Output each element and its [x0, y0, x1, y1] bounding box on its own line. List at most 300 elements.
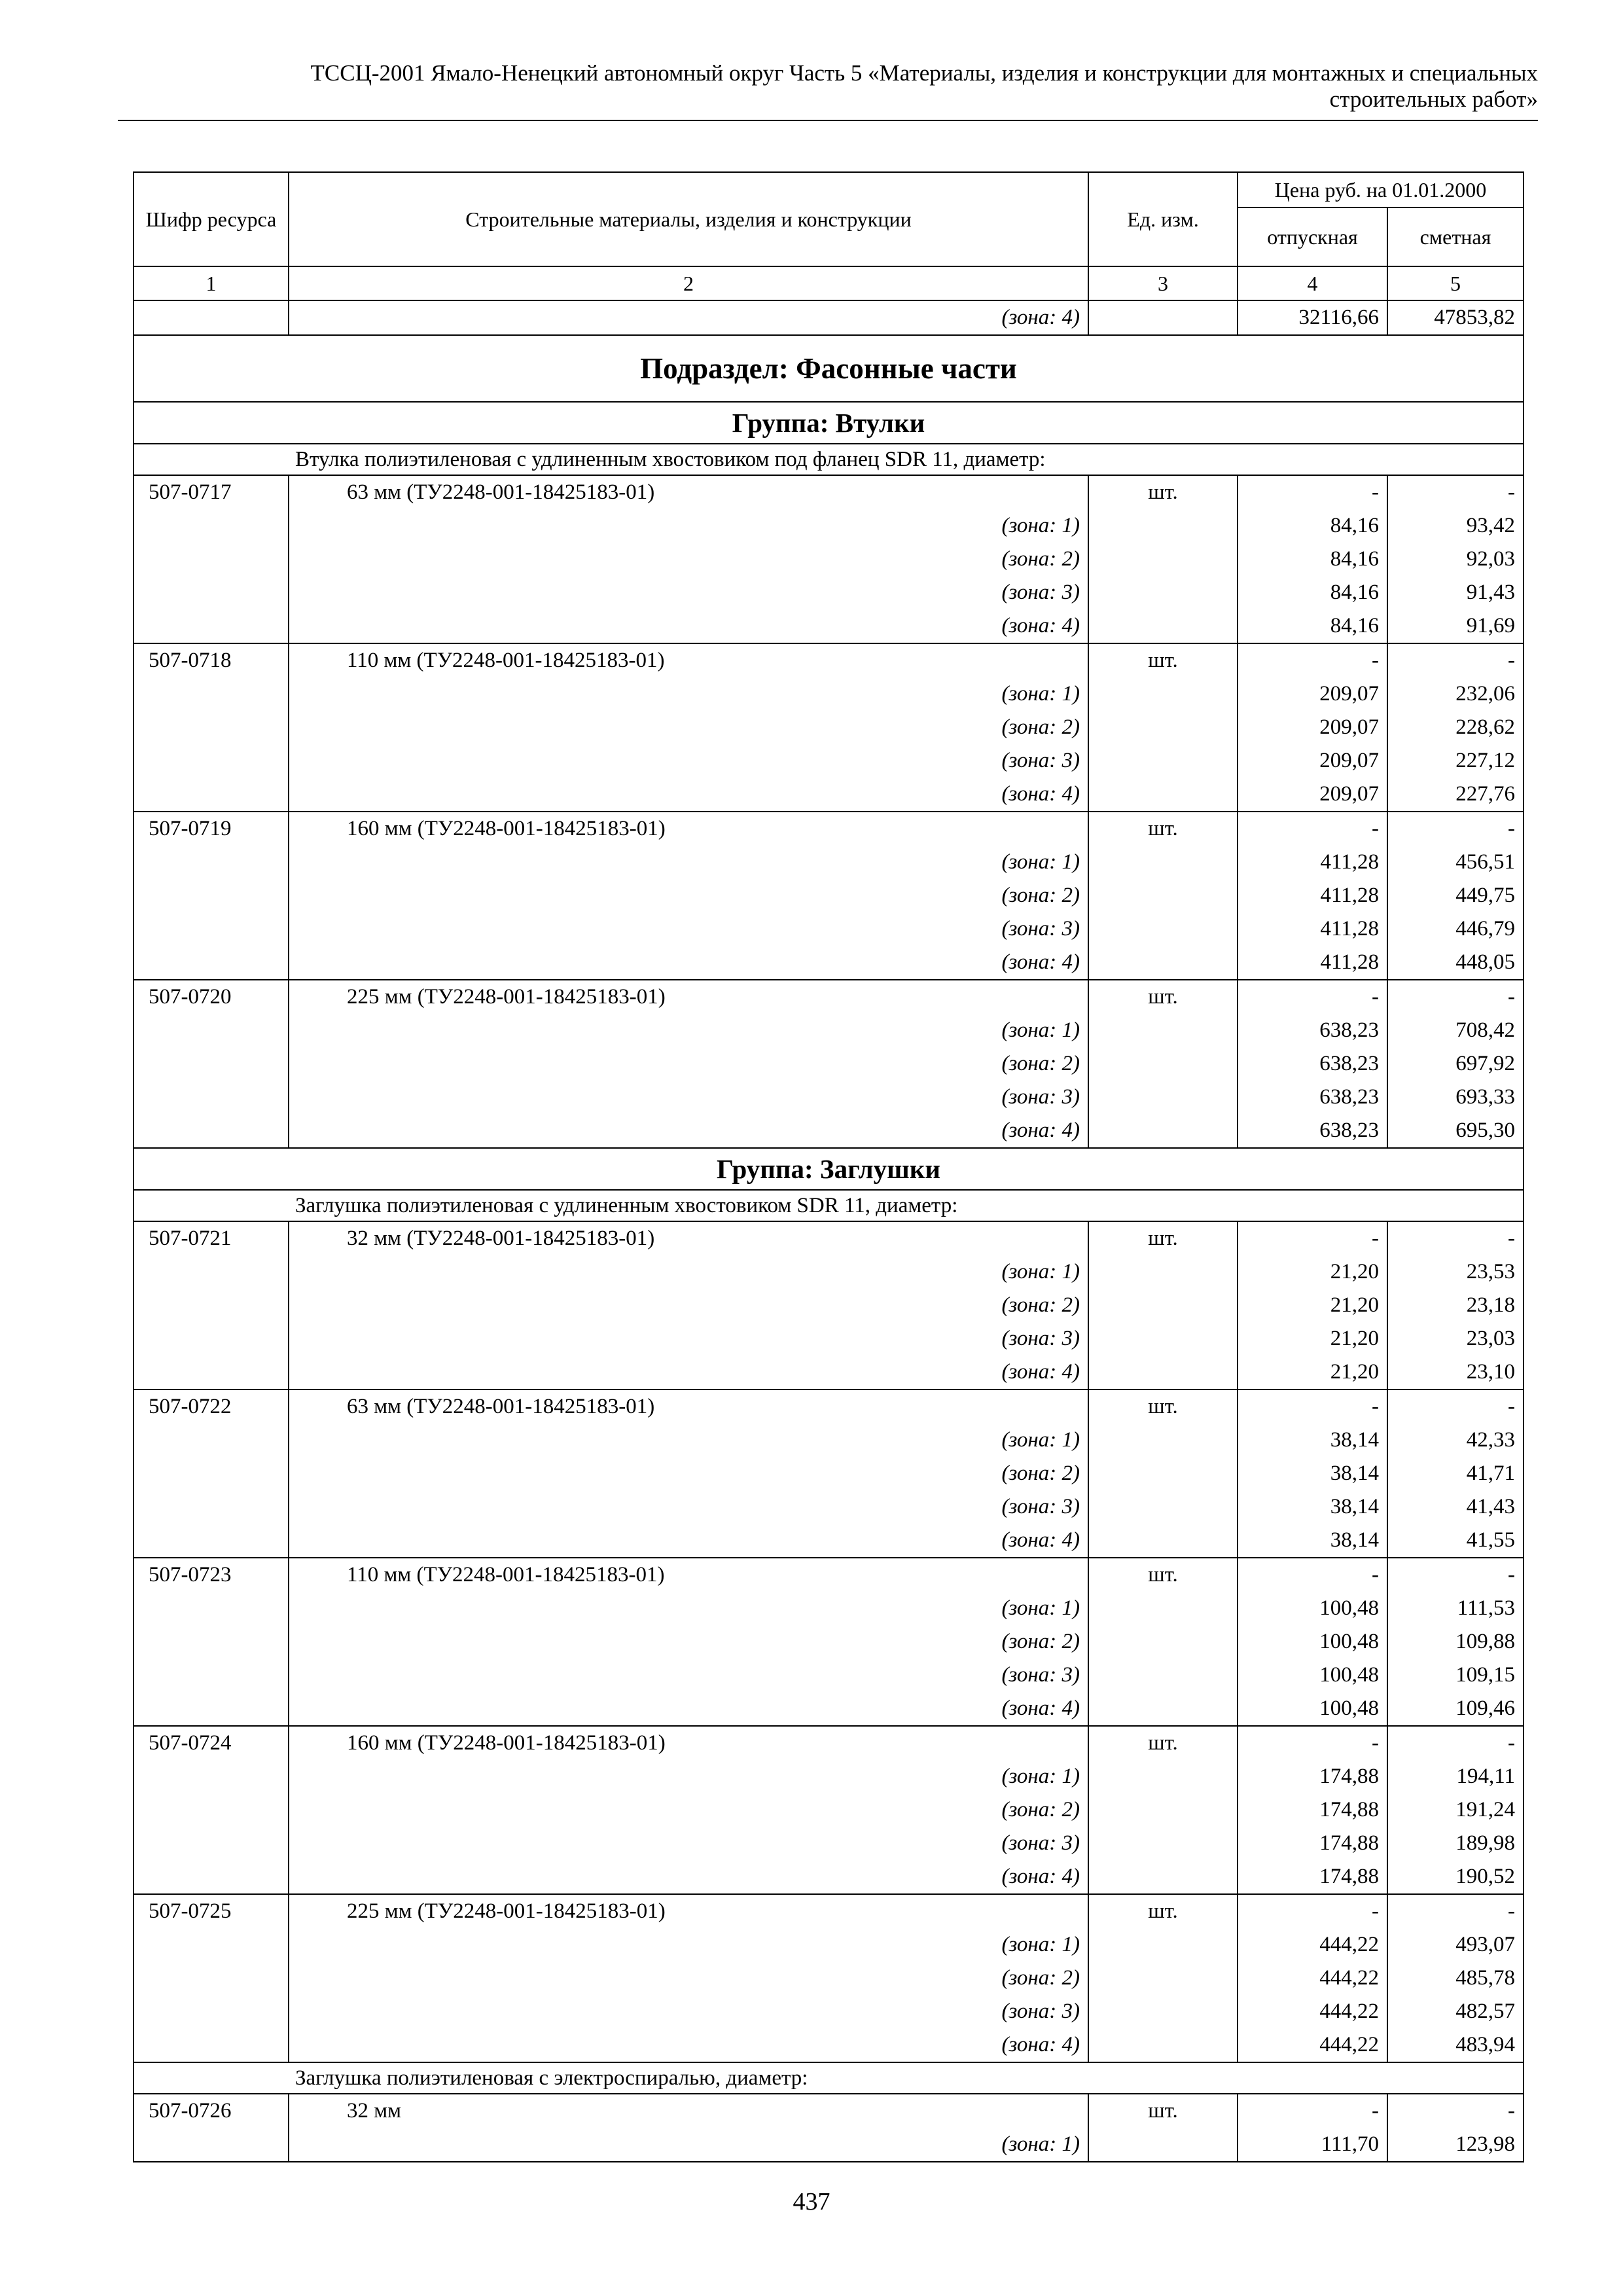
cell-price-estimate: 227,12	[1387, 744, 1524, 778]
cell-price-release: 174,88	[1238, 1860, 1387, 1894]
cell-price-estimate: 446,79	[1387, 912, 1524, 946]
cell-code	[134, 1962, 289, 1995]
cell-code	[134, 1827, 289, 1860]
cell-zone: (зона: 1)	[289, 846, 1088, 879]
cell-name: 160 мм (ТУ2248-001-18425183-01)	[289, 1726, 1088, 1760]
cell-unit	[1088, 1014, 1238, 1047]
cell-price-estimate: -	[1387, 1558, 1524, 1592]
cell-zone: (зона: 1)	[289, 1760, 1088, 1793]
cell-unit	[1088, 879, 1238, 912]
cell-unit	[1088, 1081, 1238, 1114]
cell-zone: (зона: 4)	[289, 1524, 1088, 1558]
zone-row	[134, 576, 1524, 609]
cell-zone: (зона: 3)	[289, 576, 1088, 609]
cell-price-estimate: -	[1387, 2094, 1524, 2128]
cell-price-release: -	[1238, 1558, 1387, 1592]
zone-row	[134, 1047, 1524, 1081]
cell-price-release: -	[1238, 2094, 1387, 2128]
zone-row	[134, 1827, 1524, 1860]
cell-unit: шт.	[1088, 812, 1238, 846]
cell-unit	[1088, 1962, 1238, 1995]
zone-row	[134, 1860, 1524, 1894]
cell-price-estimate: 190,52	[1387, 1860, 1524, 1894]
group-row	[134, 1148, 1524, 1190]
cell-price-estimate: 189,98	[1387, 1827, 1524, 1860]
cell-code	[134, 1625, 289, 1659]
cell-zone: (зона: 2)	[289, 1047, 1088, 1081]
cell-price-estimate: 456,51	[1387, 846, 1524, 879]
header-col-number: 5	[1387, 266, 1524, 300]
cell-code	[134, 744, 289, 778]
description-row	[134, 1190, 1524, 1221]
cell-code	[134, 543, 289, 576]
zone-row	[134, 1289, 1524, 1322]
cell-price-estimate: -	[1387, 1221, 1524, 1255]
cell-unit	[1088, 609, 1238, 643]
cell-unit	[1088, 1255, 1238, 1289]
cell-price-estimate: 109,46	[1387, 1692, 1524, 1726]
zone-row	[134, 1592, 1524, 1625]
cell-code: 507-0726	[134, 2094, 289, 2128]
cell-price-release: 411,28	[1238, 846, 1387, 879]
cell-unit: шт.	[1088, 1726, 1238, 1760]
cell-code	[134, 300, 289, 335]
cell-code: 507-0720	[134, 980, 289, 1014]
cell-price-estimate: 47853,82	[1387, 300, 1524, 335]
cell-unit	[1088, 1659, 1238, 1692]
cell-zone: (зона: 4)	[289, 778, 1088, 812]
cell-code: 507-0723	[134, 1558, 289, 1592]
cell-price-release: 444,22	[1238, 1962, 1387, 1995]
zone-row	[134, 1322, 1524, 1355]
header-price: Цена руб. на 01.01.2000	[1238, 172, 1524, 207]
cell-zone: (зона: 2)	[289, 711, 1088, 744]
cell-unit	[1088, 543, 1238, 576]
cell-zone: (зона: 1)	[289, 2128, 1088, 2162]
zone-row	[134, 2128, 1524, 2162]
cell-code	[134, 677, 289, 711]
cell-code: 507-0718	[134, 643, 289, 677]
cell-price-estimate: -	[1387, 1726, 1524, 1760]
cell-price-release: 411,28	[1238, 912, 1387, 946]
header-unit: Ед. изм.	[1088, 172, 1238, 266]
cell-price-release: 100,48	[1238, 1659, 1387, 1692]
cell-code	[134, 1424, 289, 1457]
cell-price-estimate: 91,43	[1387, 576, 1524, 609]
cell-price-estimate: 93,42	[1387, 509, 1524, 543]
item-row	[134, 1894, 1524, 1928]
cell-zone: (зона: 3)	[289, 1827, 1088, 1860]
cell-zone: (зона: 4)	[289, 946, 1088, 980]
cell-unit	[1088, 509, 1238, 543]
cell-price-estimate: 109,15	[1387, 1659, 1524, 1692]
cell-unit	[1088, 1995, 1238, 2028]
cell-zone: (зона: 4)	[289, 1114, 1088, 1148]
cell-code	[134, 1114, 289, 1148]
cell-code: 507-0717	[134, 475, 289, 509]
cell-zone: (зона: 1)	[289, 509, 1088, 543]
cell-price-release: 209,07	[1238, 778, 1387, 812]
cell-unit: шт.	[1088, 1558, 1238, 1592]
cell-zone: (зона: 1)	[289, 1255, 1088, 1289]
page-header	[118, 60, 1538, 113]
cell-unit: шт.	[1088, 1221, 1238, 1255]
item-row	[134, 1726, 1524, 1760]
cell-price-release: -	[1238, 1390, 1387, 1424]
cell-price-release: 38,14	[1238, 1424, 1387, 1457]
cell-price-release: 174,88	[1238, 1827, 1387, 1860]
cell-zone: (зона: 3)	[289, 1490, 1088, 1524]
cell-zone: (зона: 4)	[289, 1860, 1088, 1894]
cell-price-estimate: 483,94	[1387, 2028, 1524, 2062]
subsection-row	[134, 335, 1524, 402]
cell-zone: (зона: 3)	[289, 744, 1088, 778]
cell-zone: (зона: 4)	[289, 609, 1088, 643]
cell-price-release: 84,16	[1238, 543, 1387, 576]
cell-name: 225 мм (ТУ2248-001-18425183-01)	[289, 980, 1088, 1014]
zone-row	[134, 1625, 1524, 1659]
cell-price-estimate: 227,76	[1387, 778, 1524, 812]
cell-zone: (зона: 2)	[289, 1793, 1088, 1827]
cell-price-release: 444,22	[1238, 1995, 1387, 2028]
cell-code	[134, 2028, 289, 2062]
zone-row	[134, 1659, 1524, 1692]
cell-code	[134, 946, 289, 980]
cell-code: 507-0719	[134, 812, 289, 846]
carry-over-row	[134, 300, 1524, 335]
cell-zone: (зона: 3)	[289, 912, 1088, 946]
cell-unit	[1088, 677, 1238, 711]
group-title: Группа: Заглушки	[134, 1148, 1524, 1190]
cell-price-estimate: 693,33	[1387, 1081, 1524, 1114]
cell-zone: (зона: 3)	[289, 1322, 1088, 1355]
cell-unit: шт.	[1088, 475, 1238, 509]
cell-price-estimate: 41,71	[1387, 1457, 1524, 1490]
cell-price-estimate: 194,11	[1387, 1760, 1524, 1793]
cell-code	[134, 1760, 289, 1793]
cell-price-release: 38,14	[1238, 1524, 1387, 1558]
item-description: Заглушка полиэтиленовая с электроспиралью, диаметр:	[134, 2062, 1524, 2094]
header-col-number: 1	[134, 266, 289, 300]
item-row	[134, 2094, 1524, 2128]
cell-unit	[1088, 912, 1238, 946]
cell-code	[134, 1860, 289, 1894]
zone-row	[134, 2028, 1524, 2062]
zone-row	[134, 1424, 1524, 1457]
cell-price-release: 21,20	[1238, 1255, 1387, 1289]
zone-row	[134, 1760, 1524, 1793]
cell-price-release: 84,16	[1238, 509, 1387, 543]
cell-unit: шт.	[1088, 643, 1238, 677]
cell-price-estimate: 493,07	[1387, 1928, 1524, 1962]
cell-zone: (зона: 1)	[289, 1014, 1088, 1047]
cell-price-release: -	[1238, 1894, 1387, 1928]
cell-name: 225 мм (ТУ2248-001-18425183-01)	[289, 1894, 1088, 1928]
zone-row	[134, 609, 1524, 643]
cell-price-release: 21,20	[1238, 1322, 1387, 1355]
cell-price-estimate: 41,43	[1387, 1490, 1524, 1524]
cell-unit	[1088, 1793, 1238, 1827]
cell-price-estimate: 482,57	[1387, 1995, 1524, 2028]
group-title: Группа: Втулки	[134, 402, 1524, 444]
cell-code	[134, 2128, 289, 2162]
cell-price-estimate: 448,05	[1387, 946, 1524, 980]
header-col-number: 4	[1238, 266, 1387, 300]
cell-price-estimate: 232,06	[1387, 677, 1524, 711]
zone-row	[134, 1793, 1524, 1827]
description-row	[134, 444, 1524, 475]
cell-unit	[1088, 576, 1238, 609]
cell-code	[134, 912, 289, 946]
zone-row	[134, 1490, 1524, 1524]
cell-code	[134, 1322, 289, 1355]
cell-unit	[1088, 1827, 1238, 1860]
cell-code	[134, 1592, 289, 1625]
cell-unit	[1088, 2128, 1238, 2162]
item-description: Заглушка полиэтиленовая с удлиненным хвостовиком SDR 11, диаметр:	[134, 1190, 1524, 1221]
cell-code	[134, 1995, 289, 2028]
zone-row	[134, 1692, 1524, 1726]
cell-unit	[1088, 846, 1238, 879]
zone-row	[134, 879, 1524, 912]
cell-name: 63 мм (ТУ2248-001-18425183-01)	[289, 475, 1088, 509]
cell-unit	[1088, 1760, 1238, 1793]
cell-code	[134, 846, 289, 879]
cell-zone: (зона: 1)	[289, 1928, 1088, 1962]
cell-zone: (зона: 4)	[289, 1355, 1088, 1390]
cell-price-estimate: 449,75	[1387, 879, 1524, 912]
zone-row	[134, 1995, 1524, 2028]
cell-price-release: 100,48	[1238, 1592, 1387, 1625]
cell-zone: (зона: 2)	[289, 1457, 1088, 1490]
page-number: 437	[793, 2188, 830, 2215]
zone-row	[134, 1457, 1524, 1490]
cell-name: 160 мм (ТУ2248-001-18425183-01)	[289, 812, 1088, 846]
cell-price-estimate: 485,78	[1387, 1962, 1524, 1995]
cell-price-estimate: 23,10	[1387, 1355, 1524, 1390]
cell-zone: (зона: 2)	[289, 1625, 1088, 1659]
cell-price-estimate: 695,30	[1387, 1114, 1524, 1148]
cell-unit	[1088, 1928, 1238, 1962]
cell-code	[134, 1659, 289, 1692]
zone-row	[134, 509, 1524, 543]
cell-code	[134, 1047, 289, 1081]
cell-name: 110 мм (ТУ2248-001-18425183-01)	[289, 1558, 1088, 1592]
header-rule	[118, 120, 1538, 121]
item-row	[134, 475, 1524, 509]
cell-zone: (зона: 3)	[289, 1659, 1088, 1692]
header-price-release: отпускная	[1238, 207, 1387, 266]
cell-unit	[1088, 1424, 1238, 1457]
cell-zone: (зона: 1)	[289, 1592, 1088, 1625]
cell-price-estimate: 123,98	[1387, 2128, 1524, 2162]
cell-price-release: 111,70	[1238, 2128, 1387, 2162]
cell-zone: (зона: 1)	[289, 1424, 1088, 1457]
cell-price-estimate: 697,92	[1387, 1047, 1524, 1081]
cell-code	[134, 1692, 289, 1726]
cell-unit	[1088, 1592, 1238, 1625]
cell-unit	[1088, 778, 1238, 812]
cell-unit	[1088, 1860, 1238, 1894]
cell-price-estimate: 111,53	[1387, 1592, 1524, 1625]
cell-code	[134, 609, 289, 643]
cell-code	[134, 711, 289, 744]
item-row	[134, 1558, 1524, 1592]
header-price-estimate: сметная	[1387, 207, 1524, 266]
cell-code	[134, 1255, 289, 1289]
header-code: Шифр ресурса	[134, 172, 289, 266]
zone-row	[134, 846, 1524, 879]
cell-unit: шт.	[1088, 1390, 1238, 1424]
cell-zone: (зона: 2)	[289, 879, 1088, 912]
header-line-1: ТССЦ-2001 Ямало-Ненецкий автономный округ Часть 5 «Материалы, изделия и конструкции для монтажных и специальных	[310, 60, 1538, 86]
zone-row	[134, 778, 1524, 812]
cell-code	[134, 1081, 289, 1114]
item-description: Втулка полиэтиленовая с удлиненным хвостовиком под фланец SDR 11, диаметр:	[134, 444, 1524, 475]
cell-unit	[1088, 1289, 1238, 1322]
cell-price-release: 174,88	[1238, 1760, 1387, 1793]
cell-price-estimate: 41,55	[1387, 1524, 1524, 1558]
zone-row	[134, 1524, 1524, 1558]
zone-row	[134, 677, 1524, 711]
zone-row	[134, 912, 1524, 946]
cell-unit	[1088, 1047, 1238, 1081]
cell-code: 507-0722	[134, 1390, 289, 1424]
zone-row	[134, 711, 1524, 744]
cell-price-release: -	[1238, 1726, 1387, 1760]
cell-zone: (зона: 4)	[289, 300, 1088, 335]
cell-code	[134, 1014, 289, 1047]
cell-price-estimate: 191,24	[1387, 1793, 1524, 1827]
table-body	[134, 300, 1524, 2162]
cell-price-release: 209,07	[1238, 744, 1387, 778]
cell-name: 63 мм (ТУ2248-001-18425183-01)	[289, 1390, 1088, 1424]
cell-price-release: 100,48	[1238, 1625, 1387, 1659]
cell-price-release: 209,07	[1238, 711, 1387, 744]
cell-price-estimate: 23,53	[1387, 1255, 1524, 1289]
cell-unit	[1088, 711, 1238, 744]
header-col-number: 3	[1088, 266, 1238, 300]
cell-unit	[1088, 1114, 1238, 1148]
cell-price-release: 638,23	[1238, 1081, 1387, 1114]
cell-price-release: 84,16	[1238, 576, 1387, 609]
cell-code	[134, 1524, 289, 1558]
table-header	[134, 172, 1524, 300]
cell-zone: (зона: 2)	[289, 1962, 1088, 1995]
cell-price-release: 38,14	[1238, 1490, 1387, 1524]
cell-price-release: 638,23	[1238, 1047, 1387, 1081]
zone-row	[134, 744, 1524, 778]
cell-zone: (зона: 2)	[289, 543, 1088, 576]
cell-unit	[1088, 1524, 1238, 1558]
cell-unit	[1088, 300, 1238, 335]
cell-price-estimate: 708,42	[1387, 1014, 1524, 1047]
cell-name: 32 мм (ТУ2248-001-18425183-01)	[289, 1221, 1088, 1255]
item-row	[134, 1221, 1524, 1255]
cell-price-release: 21,20	[1238, 1289, 1387, 1322]
cell-price-estimate: -	[1387, 643, 1524, 677]
item-row	[134, 980, 1524, 1014]
zone-row	[134, 1928, 1524, 1962]
cell-code	[134, 509, 289, 543]
cell-price-release: 411,28	[1238, 946, 1387, 980]
cell-price-estimate: -	[1387, 812, 1524, 846]
cell-price-estimate: -	[1387, 980, 1524, 1014]
cell-price-release: 21,20	[1238, 1355, 1387, 1390]
cell-zone: (зона: 4)	[289, 1692, 1088, 1726]
zone-row	[134, 1014, 1524, 1047]
cell-code: 507-0725	[134, 1894, 289, 1928]
cell-price-release: 84,16	[1238, 609, 1387, 643]
cell-unit	[1088, 2028, 1238, 2062]
item-row	[134, 812, 1524, 846]
cell-code	[134, 1457, 289, 1490]
cell-unit: шт.	[1088, 980, 1238, 1014]
cell-unit	[1088, 1457, 1238, 1490]
description-row	[134, 2062, 1524, 2094]
cell-price-release: 638,23	[1238, 1114, 1387, 1148]
header-line-2: строительных работ»	[1329, 86, 1538, 112]
cell-code	[134, 576, 289, 609]
zone-row	[134, 1081, 1524, 1114]
cell-unit	[1088, 1322, 1238, 1355]
cell-unit	[1088, 1625, 1238, 1659]
item-row	[134, 643, 1524, 677]
cell-price-release: 638,23	[1238, 1014, 1387, 1047]
cell-price-estimate: 92,03	[1387, 543, 1524, 576]
cell-unit	[1088, 1692, 1238, 1726]
cell-price-release: 100,48	[1238, 1692, 1387, 1726]
cell-name: 110 мм (ТУ2248-001-18425183-01)	[289, 643, 1088, 677]
cell-price-estimate: 42,33	[1387, 1424, 1524, 1457]
cell-code	[134, 778, 289, 812]
zone-row	[134, 946, 1524, 980]
cell-price-release: 209,07	[1238, 677, 1387, 711]
cell-unit	[1088, 946, 1238, 980]
cell-price-release: -	[1238, 980, 1387, 1014]
header-name: Строительные материалы, изделия и конструкции	[289, 172, 1088, 266]
cell-price-release: 444,22	[1238, 1928, 1387, 1962]
cell-price-estimate: 228,62	[1387, 711, 1524, 744]
cell-code	[134, 1793, 289, 1827]
cell-price-estimate: -	[1387, 475, 1524, 509]
cell-price-release: 38,14	[1238, 1457, 1387, 1490]
cell-price-release: -	[1238, 1221, 1387, 1255]
cell-code	[134, 1490, 289, 1524]
cell-unit	[1088, 1490, 1238, 1524]
cell-code: 507-0724	[134, 1726, 289, 1760]
cell-unit: шт.	[1088, 2094, 1238, 2128]
cell-zone: (зона: 4)	[289, 2028, 1088, 2062]
cell-price-estimate: 23,03	[1387, 1322, 1524, 1355]
cell-code	[134, 1289, 289, 1322]
cell-unit	[1088, 744, 1238, 778]
cell-name: 32 мм	[289, 2094, 1088, 2128]
cell-price-release: 174,88	[1238, 1793, 1387, 1827]
cell-code: 507-0721	[134, 1221, 289, 1255]
zone-row	[134, 1355, 1524, 1390]
cell-unit: шт.	[1088, 1894, 1238, 1928]
cell-price-release: -	[1238, 812, 1387, 846]
cell-zone: (зона: 3)	[289, 1995, 1088, 2028]
cell-price-estimate: -	[1387, 1390, 1524, 1424]
cell-price-release: -	[1238, 643, 1387, 677]
cell-price-release: -	[1238, 475, 1387, 509]
zone-row	[134, 1962, 1524, 1995]
cell-zone: (зона: 2)	[289, 1289, 1088, 1322]
zone-row	[134, 1255, 1524, 1289]
cell-price-estimate: 23,18	[1387, 1289, 1524, 1322]
